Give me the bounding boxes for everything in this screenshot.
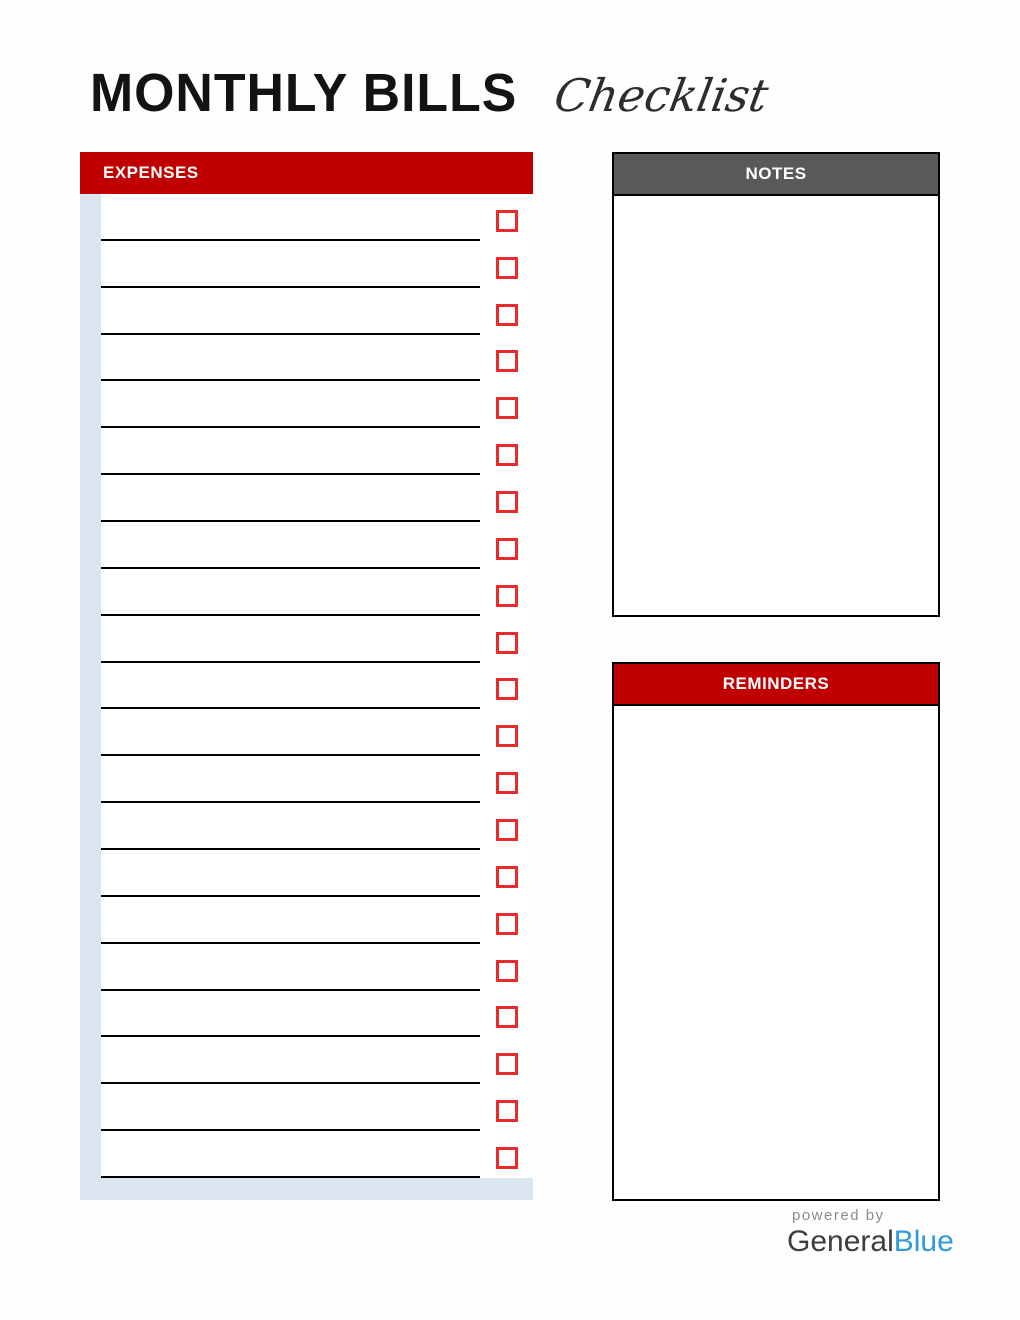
page-title	[90, 63, 773, 136]
expense-row	[101, 475, 533, 522]
expense-checkbox[interactable]	[496, 678, 518, 700]
expense-checkbox[interactable]	[496, 1147, 518, 1169]
expense-row	[101, 522, 533, 569]
expense-line-field[interactable]	[101, 1176, 480, 1178]
expense-checkbox[interactable]	[496, 1006, 518, 1028]
footer-brand	[787, 1207, 954, 1259]
expense-checkbox[interactable]	[496, 397, 518, 419]
expense-checkbox[interactable]	[496, 210, 518, 232]
notes-panel	[612, 152, 940, 617]
expenses-body	[80, 194, 533, 1200]
reminders-panel	[612, 662, 940, 1201]
expense-row	[101, 1131, 533, 1178]
expense-row	[101, 288, 533, 335]
expense-row	[101, 1084, 533, 1131]
page-title-script: Checklist	[550, 69, 773, 122]
expenses-panel	[80, 152, 533, 1200]
expense-row	[101, 803, 533, 850]
expense-checkbox[interactable]	[496, 960, 518, 982]
expense-checkbox[interactable]	[496, 772, 518, 794]
expense-row	[101, 944, 533, 991]
expense-checkbox[interactable]	[496, 725, 518, 747]
powered-by-label: powered by	[792, 1207, 885, 1224]
expenses-header: EXPENSES	[80, 152, 533, 194]
notes-header: NOTES	[614, 154, 938, 196]
reminders-body[interactable]	[614, 706, 938, 1199]
expense-checkbox[interactable]	[496, 538, 518, 560]
notes-body[interactable]	[614, 196, 938, 615]
expense-checkbox[interactable]	[496, 491, 518, 513]
expense-row	[101, 756, 533, 803]
expenses-list	[101, 194, 533, 1178]
expense-row	[101, 241, 533, 288]
expense-checkbox[interactable]	[496, 1053, 518, 1075]
expense-row	[101, 194, 533, 241]
expense-row	[101, 381, 533, 428]
expense-checkbox[interactable]	[496, 257, 518, 279]
brand-general-text: General	[787, 1225, 894, 1258]
expense-checkbox[interactable]	[496, 632, 518, 654]
expense-checkbox[interactable]	[496, 866, 518, 888]
brand-blue-text: Blue	[893, 1225, 954, 1258]
expense-row	[101, 428, 533, 475]
expense-checkbox[interactable]	[496, 1100, 518, 1122]
expense-checkbox[interactable]	[496, 444, 518, 466]
expense-row	[101, 663, 533, 710]
expense-row	[101, 709, 533, 756]
expense-checkbox[interactable]	[496, 585, 518, 607]
expense-checkbox[interactable]	[496, 350, 518, 372]
expense-row	[101, 850, 533, 897]
expense-row	[101, 991, 533, 1038]
brand-logo	[787, 1225, 954, 1259]
expense-row	[101, 616, 533, 663]
expense-checkbox[interactable]	[496, 819, 518, 841]
expense-checkbox[interactable]	[496, 913, 518, 935]
expense-row	[101, 1037, 533, 1084]
expense-row	[101, 569, 533, 616]
expense-row	[101, 897, 533, 944]
expense-row	[101, 335, 533, 382]
expense-checkbox[interactable]	[496, 304, 518, 326]
page-title-main: MONTHLY BILLS	[90, 63, 518, 123]
reminders-header: REMINDERS	[614, 664, 938, 706]
